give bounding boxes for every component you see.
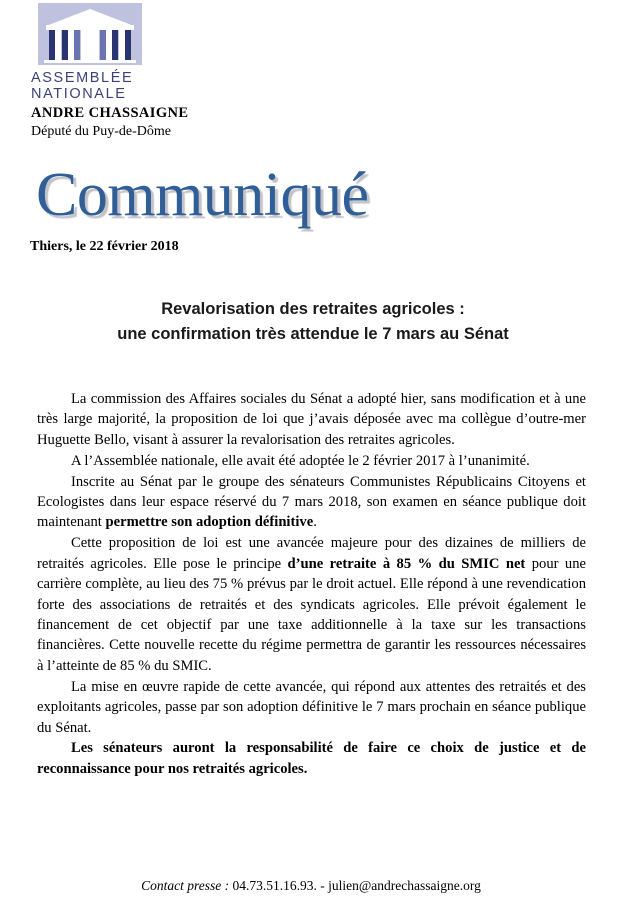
column <box>87 30 93 61</box>
paragraph-2-text: A l’Assemblée nationale, elle avait été adoptée le 2 février 2017 à l’unanimité. <box>71 452 530 469</box>
assemblee-nationale-logo <box>31 3 149 102</box>
paragraph-6-text: Les sénateurs auront la responsabilité de faire ce choix de justice et de reconnaissance pour nos retraités agricoles. <box>37 740 586 777</box>
paragraph-3-text-before: Inscrite au Sénat par le groupe des sénateurs Communistes Républicains Citoyens et Ecologistes dans leur espace réservé du 7 mars 2018, son examen en séance publique doit maintenant <box>37 473 586 531</box>
paragraph-3 <box>37 472 586 533</box>
page-title-line1: Revalorisation des retraites agricoles : <box>161 300 465 318</box>
colonnade-shape <box>49 30 131 61</box>
contact-value: 04.73.51.16.93. - julien@andrechassaigne.org <box>232 878 481 893</box>
column <box>119 30 125 61</box>
paragraph-4 <box>37 533 586 676</box>
press-release-body <box>37 389 586 780</box>
column <box>100 30 106 61</box>
paragraph-4-text-before: Cette proposition de loi est une avancée majeure pour des dizaines de milliers de retraités agricoles. Elle pose le principe <box>37 535 586 572</box>
column <box>93 30 99 61</box>
stylobate-shape <box>44 60 136 63</box>
paragraph-3-emphasis: permettre son adoption définitive <box>105 514 314 531</box>
paragraph-2 <box>37 451 586 471</box>
paragraph-5 <box>37 677 586 738</box>
deputy-name: ANDRE CHASSAIGNE <box>31 105 189 121</box>
logo-wordmark <box>31 70 149 102</box>
column <box>62 30 68 61</box>
logo-wordmark-line2: NATIONALE <box>31 86 127 102</box>
paragraph-4-emphasis: d’une retraite à 85 % du SMIC net <box>287 555 526 572</box>
paragraph-1 <box>37 389 586 450</box>
column <box>81 30 87 61</box>
contact-label: Contact presse : <box>141 878 230 893</box>
column <box>125 30 131 61</box>
paragraph-3-text-after: . <box>313 514 317 531</box>
masthead-title: Communiqué <box>36 161 369 229</box>
page-title-line2: une confirmation très attendue le 7 mars au Sénat <box>117 325 509 343</box>
column <box>68 30 74 61</box>
column <box>112 30 118 61</box>
paragraph-4-text-after: pour une carrière complète, au lieu des 75 % prévus par le droit actuel. Elle répond à une revendication forte des associations de retraités et des syndicats agricoles. Elle prévoit également le financement de cet objectif par une taxe additionnelle à la taxe sur les transactions financières. Cette nouvelle recette du régime permettra de garantir les ressources nécessaires à l’atteinte de 85 % du SMIC. <box>37 555 586 674</box>
paragraph-6 <box>37 738 586 779</box>
palais-bourbon-icon <box>38 3 142 65</box>
page-title <box>40 297 586 347</box>
column <box>55 30 61 61</box>
deputy-role: Député du Puy-de-Dôme <box>31 124 171 139</box>
paragraph-5-text: La mise en œuvre rapide de cette avancée, qui répond aux attentes des retraités et des exploitants agricoles, passe par son adoption définitive le 7 mars prochain en séance publique du Sénat. <box>37 678 586 736</box>
pediment-shape <box>46 9 134 26</box>
footer-contact <box>0 878 622 894</box>
column <box>74 30 80 61</box>
column <box>49 30 55 61</box>
logo-wordmark-line1: ASSEMBLÉE <box>31 70 134 86</box>
paragraph-1-text: La commission des Affaires sociales du Sénat a adopté hier, sans modification et à une très large majorité, la proposition de loi que j’avais déposée avec ma collègue d’outre-mer Huguette Bello, visant à assurer la revalorisation des retraites agricoles. <box>37 391 586 448</box>
sender-identity <box>31 105 431 140</box>
dateline: Thiers, le 22 février 2018 <box>30 239 179 254</box>
column <box>106 30 112 61</box>
